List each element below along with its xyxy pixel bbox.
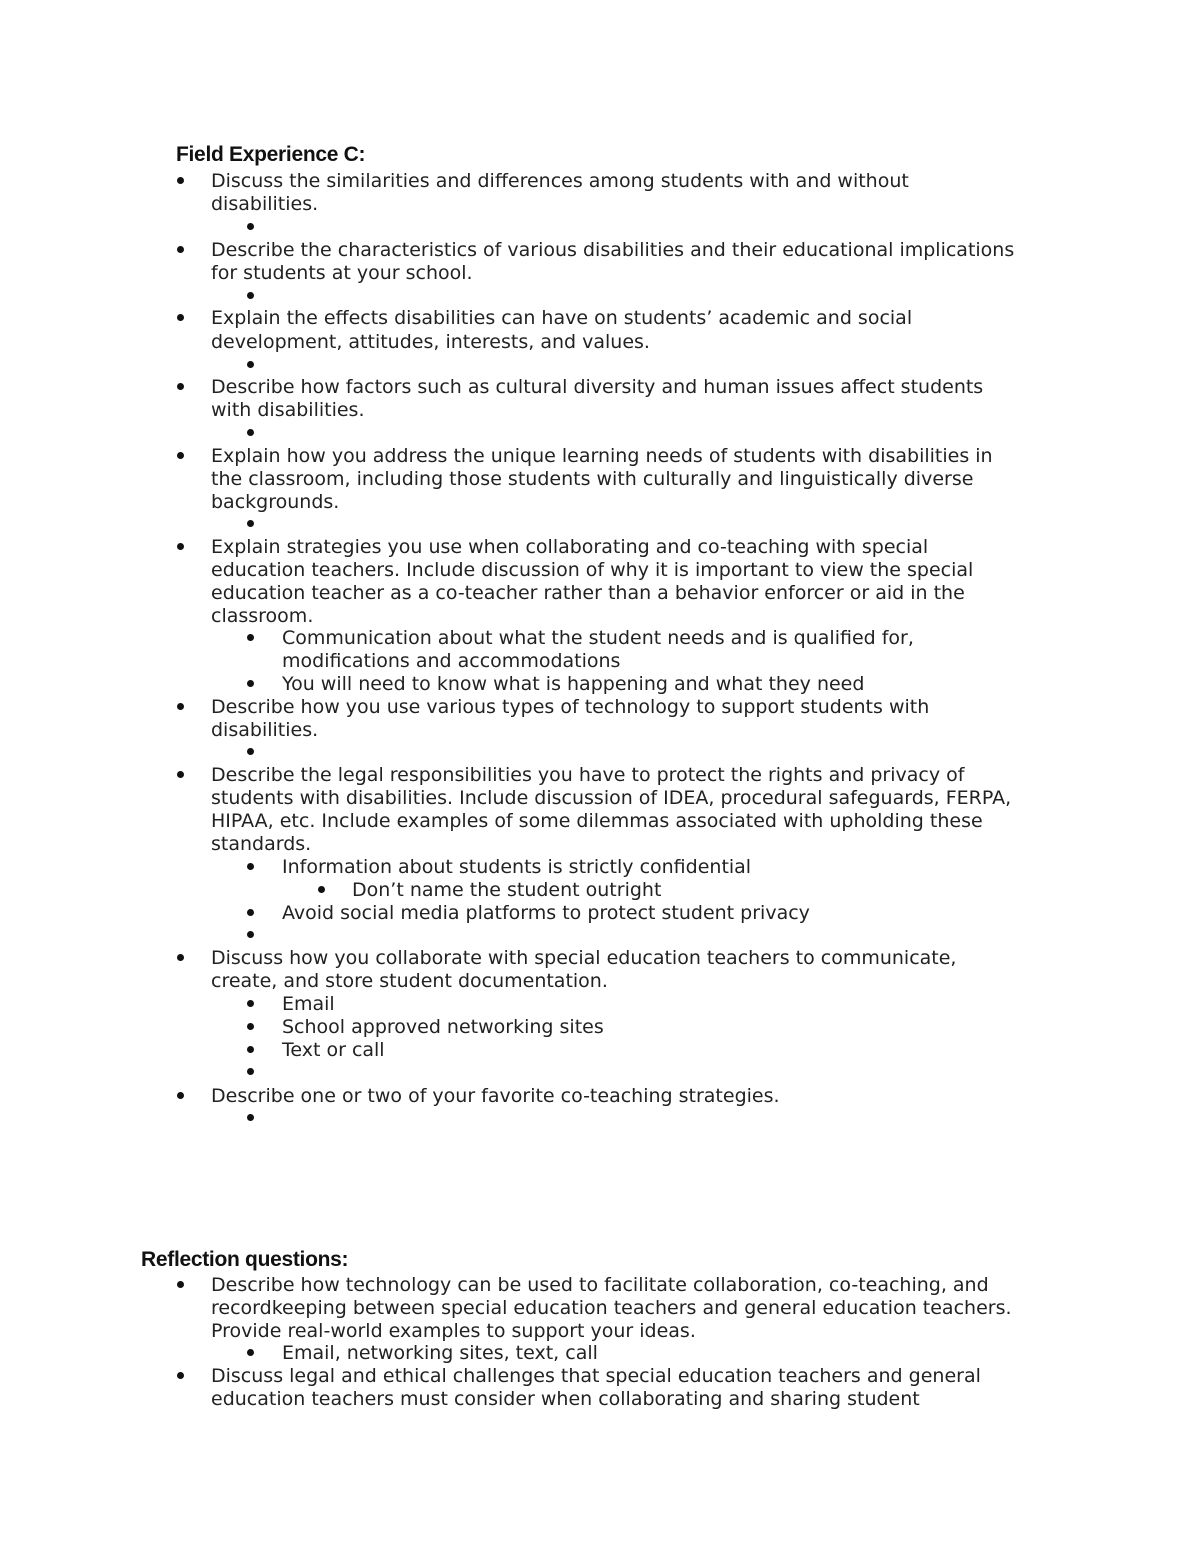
bullet-icon xyxy=(177,1281,184,1288)
bullet-icon xyxy=(177,383,184,390)
list-item-line: disabilities. xyxy=(211,193,319,215)
list-item-line: Describe how you use various types of technology to support students with xyxy=(211,696,930,718)
sub-list-item-line: Email, networking sites, text, call xyxy=(282,1342,598,1364)
list-item-line: recordkeeping between special education teachers and general education teachers. xyxy=(211,1297,1012,1319)
empty-sub-bullet-icon xyxy=(247,292,254,299)
sub-list-item-line: Communication about what the student needs and is qualified for, xyxy=(282,627,914,649)
empty-sub-bullet-icon xyxy=(247,223,254,230)
empty-sub-bullet-icon xyxy=(247,1114,254,1121)
bullet-icon xyxy=(177,771,184,778)
empty-sub-bullet-icon xyxy=(247,1068,254,1075)
list-item-line: Describe the legal responsibilities you have to protect the rights and privacy of xyxy=(211,764,965,786)
sub-bullet-icon xyxy=(247,863,254,870)
sub-list-item-line: Text or call xyxy=(282,1039,385,1061)
bullet-icon xyxy=(177,1372,184,1379)
bullet-icon xyxy=(177,954,184,961)
list-item-line: Describe the characteristics of various disabilities and their educational implications xyxy=(211,239,1015,261)
list-item-line: Explain the effects disabilities can have on students’ academic and social xyxy=(211,307,913,329)
list-item-line: education teachers. Include discussion of why it is important to view the special xyxy=(211,559,974,581)
sub-list-item-line: School approved networking sites xyxy=(282,1016,604,1038)
list-item-line: education teachers must consider when collaborating and sharing student xyxy=(211,1388,920,1410)
empty-sub-bullet-icon xyxy=(247,429,254,436)
list-item-line: Provide real-world examples to support your ideas. xyxy=(211,1320,696,1342)
empty-sub-bullet-icon xyxy=(247,361,254,368)
sub-bullet-icon xyxy=(247,1046,254,1053)
list-item-line: Explain how you address the unique learning needs of students with disabilities in xyxy=(211,445,993,467)
list-item-line: backgrounds. xyxy=(211,491,340,513)
empty-sub-bullet-icon xyxy=(247,748,254,755)
sub-bullet-icon xyxy=(247,1349,254,1356)
sub-list-item-line: Avoid social media platforms to protect student privacy xyxy=(282,902,810,924)
list-item-line: students with disabilities. Include discussion of IDEA, procedural safeguards, FERPA, xyxy=(211,787,1012,809)
section-heading-field-experience: Field Experience C: xyxy=(176,143,366,166)
empty-sub-bullet-icon xyxy=(247,520,254,527)
section-heading-reflection-questions: Reflection questions: xyxy=(141,1248,349,1271)
sub-bullet-icon xyxy=(247,1000,254,1007)
list-item-line: for students at your school. xyxy=(211,262,473,284)
empty-sub-bullet-icon xyxy=(247,931,254,938)
sub-list-item-line: You will need to know what is happening and what they need xyxy=(282,673,865,695)
sub-bullet-icon xyxy=(247,1023,254,1030)
sub-list-item-line: modifications and accommodations xyxy=(282,650,621,672)
list-item-line: Describe how technology can be used to facilitate collaboration, co-teaching, and xyxy=(211,1274,989,1296)
list-item-line: create, and store student documentation. xyxy=(211,970,608,992)
list-item-line: classroom. xyxy=(211,605,314,627)
list-item-line: education teacher as a co-teacher rather than a behavior enforcer or aid in the xyxy=(211,582,965,604)
sub-bullet-icon xyxy=(247,634,254,641)
list-item-line: the classroom, including those students with culturally and linguistically diverse xyxy=(211,468,974,490)
bullet-icon xyxy=(177,177,184,184)
list-item-line: Describe one or two of your favorite co-teaching strategies. xyxy=(211,1085,780,1107)
list-item-line: Describe how factors such as cultural diversity and human issues affect students xyxy=(211,376,984,398)
nested-list-item-line: Don’t name the student outright xyxy=(352,879,662,901)
nested-bullet-icon xyxy=(318,886,325,893)
list-item-line: with disabilities. xyxy=(211,399,365,421)
bullet-icon xyxy=(177,246,184,253)
sub-list-item-line: Email xyxy=(282,993,335,1015)
sub-bullet-icon xyxy=(247,680,254,687)
list-item-line: standards. xyxy=(211,833,312,855)
list-item-line: HIPAA, etc. Include examples of some dilemmas associated with upholding these xyxy=(211,810,983,832)
bullet-icon xyxy=(177,703,184,710)
sub-bullet-icon xyxy=(247,909,254,916)
bullet-icon xyxy=(177,543,184,550)
sub-list-item-line: Information about students is strictly confidential xyxy=(282,856,752,878)
bullet-icon xyxy=(177,1092,184,1099)
list-item-line: Discuss the similarities and differences among students with and without xyxy=(211,170,909,192)
list-item-line: Explain strategies you use when collaborating and co-teaching with special xyxy=(211,536,929,558)
list-item-line: development, attitudes, interests, and values. xyxy=(211,331,650,353)
list-item-line: disabilities. xyxy=(211,719,319,741)
list-item-line: Discuss how you collaborate with special education teachers to communicate, xyxy=(211,947,957,969)
bullet-icon xyxy=(177,452,184,459)
list-item-line: Discuss legal and ethical challenges that special education teachers and general xyxy=(211,1365,981,1387)
bullet-icon xyxy=(177,314,184,321)
